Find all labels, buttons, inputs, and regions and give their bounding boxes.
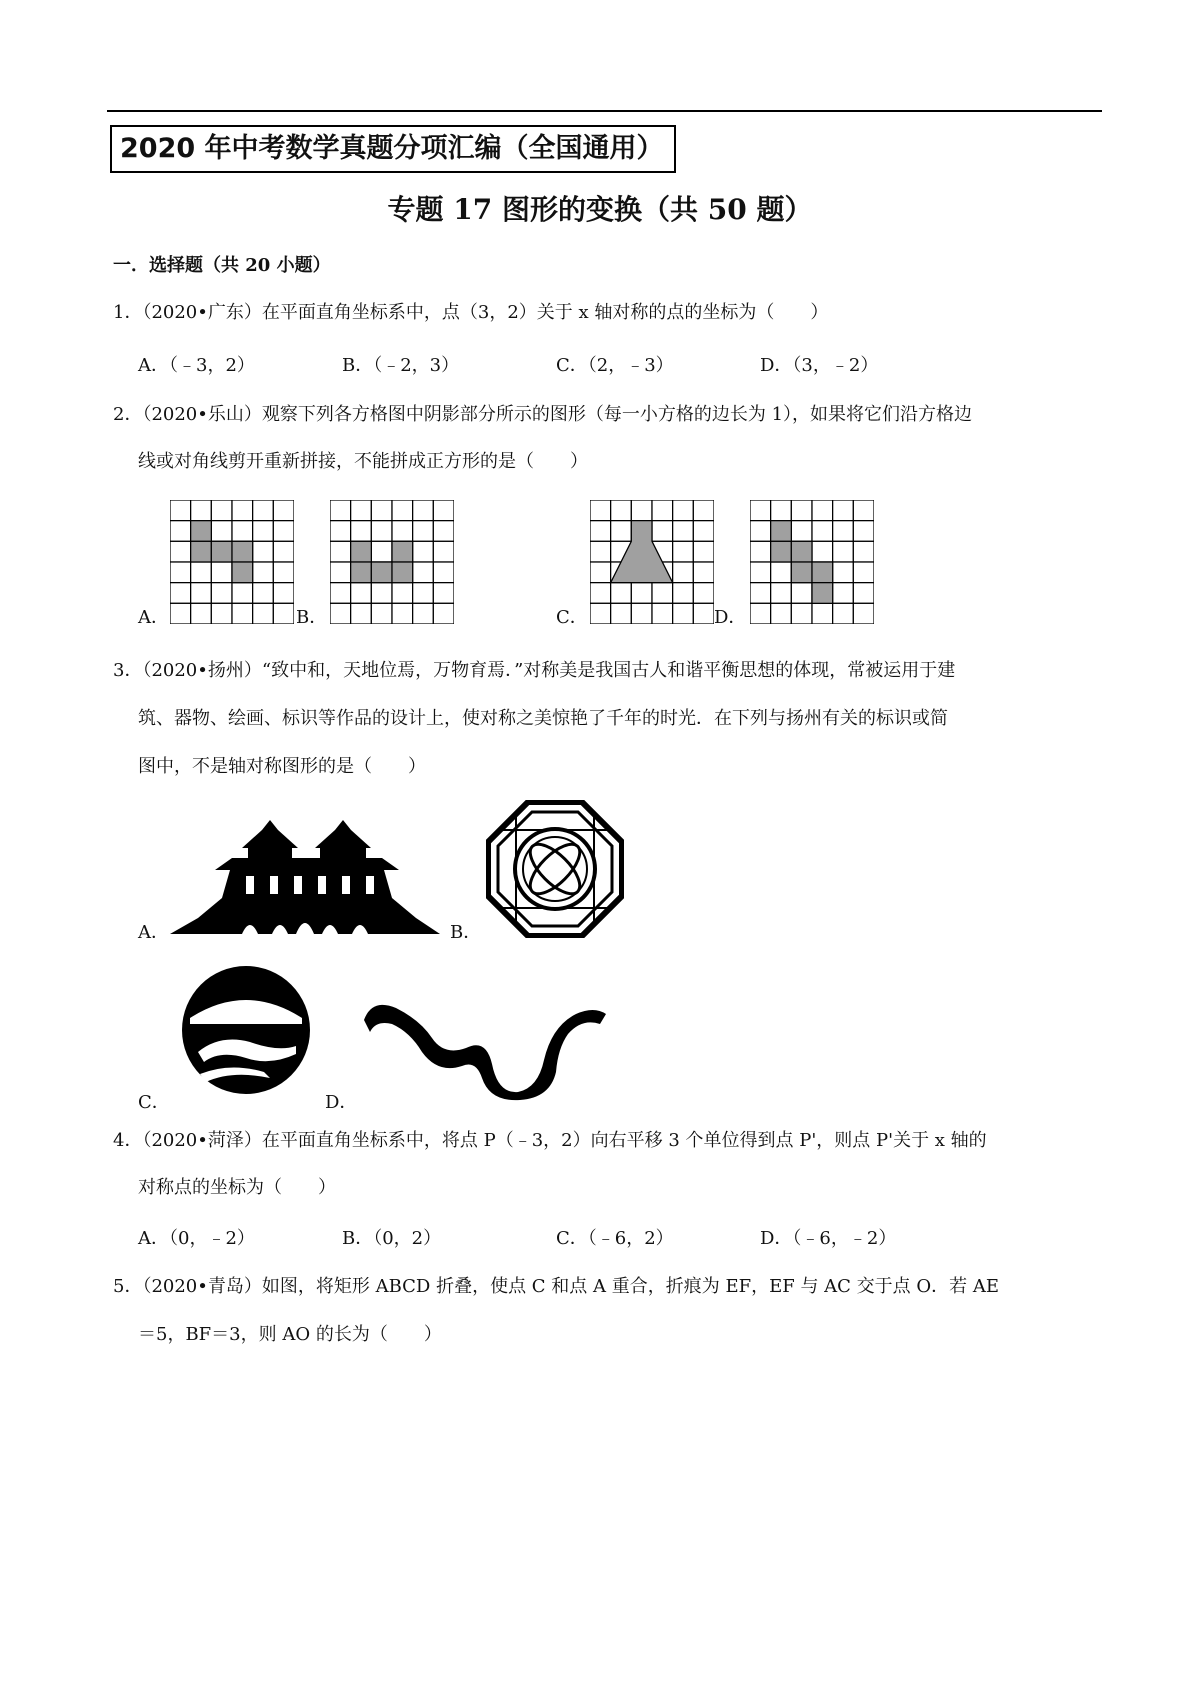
- grid-cell: [413, 603, 434, 624]
- grid-cell: [191, 583, 212, 604]
- grid-cell: [253, 583, 274, 604]
- grid-cell: [771, 500, 792, 521]
- shaded-cell: [812, 562, 833, 583]
- q1-option-b: B．（﹣2，3）: [342, 355, 460, 376]
- shaded-cell: [771, 541, 792, 562]
- grid-cell: [673, 583, 694, 604]
- grid-cell: [652, 500, 673, 521]
- grid-cell: [330, 541, 351, 562]
- grid-cell: [631, 603, 652, 624]
- grid-cell: [253, 500, 274, 521]
- shaded-cell: [351, 541, 372, 562]
- grid-cell: [351, 521, 372, 542]
- grid-cell: [673, 541, 694, 562]
- grid-cell: [812, 521, 833, 542]
- grid-cell: [611, 583, 632, 604]
- grid-cell: [211, 500, 232, 521]
- question-2-text: 线或对角线剪开重新拼接，不能拼成正方形的是（ ）: [138, 451, 588, 472]
- grid-cell: [273, 541, 294, 562]
- grid-cell: [371, 521, 392, 542]
- grid-cell: [273, 521, 294, 542]
- q3-option-b: B．: [450, 922, 482, 943]
- grid-cell: [413, 521, 434, 542]
- question-4-text: 对称点的坐标为（ ）: [138, 1177, 336, 1198]
- grid-cell: [433, 521, 454, 542]
- shaded-cell: [232, 562, 253, 583]
- grid-cell: [833, 500, 854, 521]
- grid-cell: [433, 541, 454, 562]
- grid-cell: [330, 521, 351, 542]
- grid-cell: [351, 500, 372, 521]
- q2-option-d: D．: [714, 607, 747, 628]
- grid-cell: [211, 562, 232, 583]
- grid-cell: [611, 500, 632, 521]
- q2-option-b: B．: [296, 607, 328, 628]
- shaded-cell: [351, 562, 372, 583]
- grid-cell: [853, 521, 874, 542]
- grid-cell: [392, 583, 413, 604]
- grid-cell: [750, 562, 771, 583]
- q3-option-a: A．: [138, 922, 169, 943]
- grid-cell: [590, 541, 611, 562]
- grid-cell: [590, 583, 611, 604]
- grid-cell: [652, 521, 673, 542]
- grid-cell: [833, 562, 854, 583]
- shaded-cell: [232, 541, 253, 562]
- grid-cell: [273, 583, 294, 604]
- grid-cell: [750, 583, 771, 604]
- grid-cell: [833, 583, 854, 604]
- grid-cell: [590, 562, 611, 583]
- grid-cell: [853, 562, 874, 583]
- grid-cell: [330, 603, 351, 624]
- grid-cell: [211, 521, 232, 542]
- grid-cell: [833, 541, 854, 562]
- grid-cell: [590, 500, 611, 521]
- grid-cell: [673, 500, 694, 521]
- grid-cell: [833, 603, 854, 624]
- wave-seal-emblem-icon: [170, 962, 322, 1096]
- grid-cell: [211, 603, 232, 624]
- grid-cell: [693, 521, 714, 542]
- grid-cell: [371, 583, 392, 604]
- shaded-cell: [392, 541, 413, 562]
- grid-cell: [392, 500, 413, 521]
- grid-cell: [812, 541, 833, 562]
- grid-cell: [693, 562, 714, 583]
- grid-cell: [232, 603, 253, 624]
- question-5-text: ＝5，BF＝3，则 AO 的长为（ ）: [138, 1324, 442, 1345]
- q2-figure-b: [330, 500, 454, 624]
- grid-cell: [833, 521, 854, 542]
- grid-cell: [330, 583, 351, 604]
- q3-option-d: D．: [325, 1092, 358, 1113]
- grid-cell: [590, 603, 611, 624]
- grid-cell: [693, 583, 714, 604]
- grid-cell: [191, 500, 212, 521]
- topic-title: 专题 17 图形的变换（共 50 题）: [387, 193, 813, 226]
- shaded-cell: [371, 562, 392, 583]
- q4-option-c: C．（﹣6，2）: [556, 1228, 674, 1249]
- grid-cell: [673, 603, 694, 624]
- grid-cell: [812, 603, 833, 624]
- q2-figure-c: [590, 500, 714, 624]
- grid-cell: [631, 583, 652, 604]
- question-3-text: 图中，不是轴对称图形的是（ ）: [138, 756, 426, 777]
- shaded-cell: [191, 521, 212, 542]
- q2-option-c: C．: [556, 607, 588, 628]
- grid-cell: [170, 603, 191, 624]
- grid-cell: [253, 562, 274, 583]
- grid-cell: [652, 603, 673, 624]
- grid-cell: [853, 500, 874, 521]
- grid-cell: [273, 562, 294, 583]
- grid-cell: [853, 603, 874, 624]
- grid-cell: [433, 562, 454, 583]
- shaded-cell: [211, 541, 232, 562]
- series-title: 2020 年中考数学真题分项汇编（全国通用）: [110, 125, 676, 173]
- grid-cell: [791, 521, 812, 542]
- question-2-text: 2．（2020•乐山）观察下列各方格图中阴影部分所示的图形（每一小方格的边长为 1），如果将它们沿方格边: [113, 404, 973, 425]
- grid-cell: [170, 500, 191, 521]
- grid-cell: [433, 500, 454, 521]
- grid-cell: [170, 541, 191, 562]
- grid-cell: [351, 583, 372, 604]
- grid-cell: [371, 603, 392, 624]
- grid-cell: [330, 562, 351, 583]
- grid-cell: [631, 500, 652, 521]
- grid-cell: [791, 603, 812, 624]
- grid-cell: [170, 521, 191, 542]
- q4-option-d: D．（﹣6，﹣2）: [760, 1228, 897, 1249]
- grid-cell: [253, 603, 274, 624]
- grid-cell: [693, 541, 714, 562]
- grid-cell: [750, 603, 771, 624]
- grid-cell: [351, 603, 372, 624]
- q1-option-c: C．（2，﹣3）: [556, 355, 674, 376]
- grid-cell: [853, 583, 874, 604]
- grid-cell: [232, 500, 253, 521]
- q2-figure-d: [750, 500, 874, 624]
- grid-cell: [750, 541, 771, 562]
- grid-cell: [652, 583, 673, 604]
- grid-cell: [392, 521, 413, 542]
- question-3-text: 3．（2020•扬州）“致中和，天地位焉，万物育焉．”对称美是我国古人和谐平衡思想的体现，常被运用于建: [113, 660, 956, 681]
- q1-option-d: D．（3，﹣2）: [760, 355, 879, 376]
- grid-cell: [771, 562, 792, 583]
- grid-cell: [273, 500, 294, 521]
- grid-cell: [253, 521, 274, 542]
- grid-cell: [191, 603, 212, 624]
- grid-cell: [693, 500, 714, 521]
- shaded-cell: [771, 521, 792, 542]
- grid-cell: [413, 500, 434, 521]
- grid-cell: [191, 562, 212, 583]
- shaded-cell: [392, 562, 413, 583]
- question-1-text: 1．（2020•广东）在平面直角坐标系中，点（3，2）关于 x 轴对称的点的坐标为（ ）: [113, 302, 829, 323]
- grid-cell: [170, 562, 191, 583]
- grid-cell: [750, 500, 771, 521]
- q1-option-a: A．（﹣3，2）: [138, 355, 255, 376]
- serpentine-river-icon: [362, 990, 608, 1102]
- grid-cell: [673, 521, 694, 542]
- grid-cell: [791, 500, 812, 521]
- top-rule: [107, 110, 1102, 112]
- grid-cell: [791, 583, 812, 604]
- grid-cell: [413, 562, 434, 583]
- q4-option-b: B．（0，2）: [342, 1228, 442, 1249]
- grid-cell: [673, 562, 694, 583]
- grid-cell: [853, 541, 874, 562]
- grid-cell: [253, 541, 274, 562]
- grid-cell: [611, 521, 632, 542]
- section-heading: 一．选择题（共 20 小题）: [113, 255, 331, 276]
- grid-cell: [590, 521, 611, 542]
- grid-cell: [170, 583, 191, 604]
- grid-cell: [413, 583, 434, 604]
- grid-cell: [392, 603, 413, 624]
- grid-cell: [211, 583, 232, 604]
- q2-option-a: A．: [138, 607, 169, 628]
- grid-cell: [330, 500, 351, 521]
- grid-cell: [371, 541, 392, 562]
- question-3-text: 筑、器物、绘画、标识等作品的设计上，使对称之美惊艳了千年的时光．在下列与扬州有关的标识或简: [138, 708, 948, 729]
- octagonal-lattice-window-icon: [486, 800, 624, 938]
- grid-cell: [371, 500, 392, 521]
- grid-cell: [812, 500, 833, 521]
- question-5-text: 5．（2020•青岛）如图，将矩形 ABCD 折叠，使点 C 和点 A 重合，折痕为 EF，EF 与 AC 交于点 O．若 AE: [113, 1276, 999, 1297]
- grid-cell: [413, 541, 434, 562]
- question-4-text: 4．（2020•菏泽）在平面直角坐标系中，将点 P（﹣3，2）向右平移 3 个单位得到点 P'，则点 P'关于 x 轴的: [113, 1130, 987, 1151]
- grid-cell: [273, 603, 294, 624]
- q3-option-c: C．: [138, 1092, 170, 1113]
- grid-cell: [232, 583, 253, 604]
- grid-cell: [771, 603, 792, 624]
- grid-cell: [611, 603, 632, 624]
- grid-cell: [232, 521, 253, 542]
- q2-figure-a: [170, 500, 294, 624]
- grid-cell: [771, 583, 792, 604]
- grid-cell: [433, 583, 454, 604]
- grid-cell: [433, 603, 454, 624]
- q4-option-a: A．（0，﹣2）: [138, 1228, 255, 1249]
- shaded-cell: [812, 583, 833, 604]
- shaded-cell: [191, 541, 212, 562]
- shaded-cell: [791, 562, 812, 583]
- pavilion-bridge-icon: [170, 820, 440, 936]
- shaded-cell: [791, 541, 812, 562]
- grid-cell: [750, 521, 771, 542]
- grid-cell: [693, 603, 714, 624]
